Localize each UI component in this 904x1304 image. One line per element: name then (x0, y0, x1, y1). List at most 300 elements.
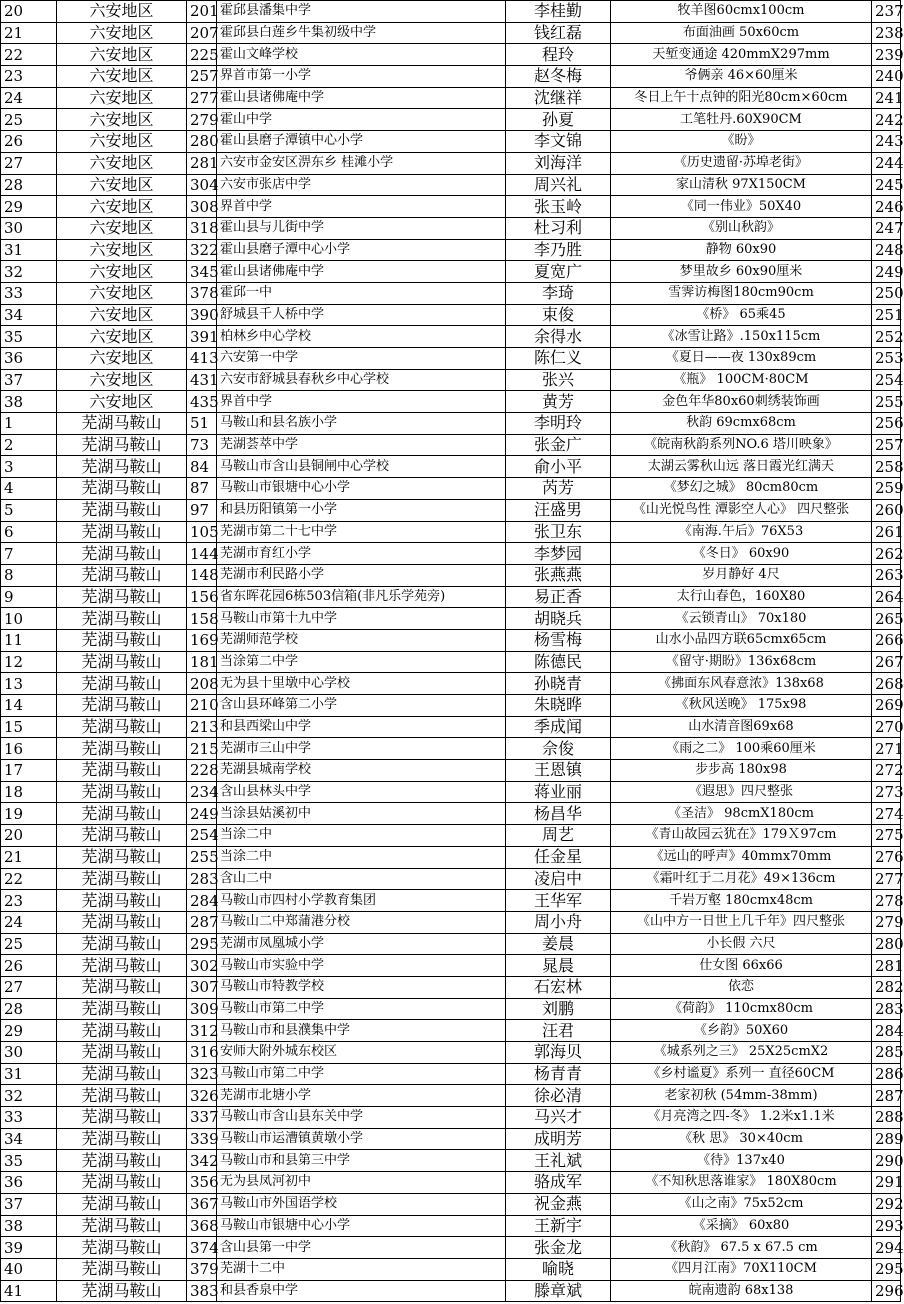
artwork-cell: 山水清音图69x68 (611, 716, 872, 738)
school-cell: 含山二中 (217, 868, 506, 890)
school-cell: 马鞍山市外国语学校 (217, 1193, 506, 1215)
entry-number-cell: 225 (187, 44, 217, 66)
school-cell: 马鞍山市银塘中心小学 (217, 1215, 506, 1237)
table-row (1, 781, 901, 803)
artwork-cell: 《乡韵》50X60 (611, 1020, 872, 1042)
region-cell: 六安地区 (57, 348, 187, 370)
entry-number-cell: 280 (187, 131, 217, 153)
school-cell: 芜湖十二中 (217, 1258, 506, 1280)
author-name-cell: 徐必清 (506, 1085, 611, 1107)
entry-number-cell: 201 (187, 1, 217, 23)
artwork-cell: 金色年华80x60刺绣装饰画 (611, 391, 872, 413)
table-row (1, 651, 901, 673)
author-name-cell: 程玲 (506, 44, 611, 66)
region-cell: 芜湖马鞍山 (57, 629, 187, 651)
school-cell: 当涂二中 (217, 825, 506, 847)
table-row (1, 933, 901, 955)
id-cell: 290 (872, 1150, 901, 1172)
seq-cell: 5 (1, 499, 57, 521)
author-name-cell: 汪君 (506, 1020, 611, 1042)
id-cell: 237 (872, 1, 901, 23)
school-cell: 含山县第一中学 (217, 1237, 506, 1259)
school-cell: 舒城县千人桥中学 (217, 304, 506, 326)
table-row (1, 217, 901, 239)
seq-cell: 17 (1, 760, 57, 782)
region-cell: 芜湖马鞍山 (57, 933, 187, 955)
artwork-cell: 《梦幻之城》 80cm80cm (611, 478, 872, 500)
table-row (1, 803, 901, 825)
school-cell: 霍山县诸佛庵中学 (217, 87, 506, 109)
table-row (1, 521, 901, 543)
entry-number-cell: 207 (187, 22, 217, 44)
seq-cell: 37 (1, 1193, 57, 1215)
id-cell: 285 (872, 1042, 901, 1064)
entry-number-cell: 228 (187, 760, 217, 782)
school-cell: 马鞍山和县名族小学 (217, 413, 506, 435)
school-cell: 当涂第二中学 (217, 651, 506, 673)
entry-number-cell: 383 (187, 1280, 217, 1302)
school-cell: 芜湖市利民路小学 (217, 564, 506, 586)
id-cell: 288 (872, 1107, 901, 1129)
seq-cell: 3 (1, 456, 57, 478)
table-row (1, 1128, 901, 1150)
artwork-cell: 静物 60x90 (611, 239, 872, 261)
artwork-cell: 山水小品四方联65cmx65cm (611, 629, 872, 651)
school-cell: 霍邱县白莲乡牛集初级中学 (217, 22, 506, 44)
artwork-cell: 《山中方一日世上几千年》四尺整张 (611, 911, 872, 933)
artwork-cell: 《乡村谧夏》系列一 直径60CM (611, 1063, 872, 1085)
table-row (1, 1, 901, 23)
artwork-cell: 《秋 思》 30×40cm (611, 1128, 872, 1150)
seq-cell: 36 (1, 1172, 57, 1194)
artwork-cell: 《待》137x40 (611, 1150, 872, 1172)
region-cell: 芜湖马鞍山 (57, 651, 187, 673)
seq-cell: 21 (1, 846, 57, 868)
region-cell: 六安地区 (57, 196, 187, 218)
artwork-cell: 太湖云雾秋山远 落日霞光红满天 (611, 456, 872, 478)
id-cell: 240 (872, 66, 901, 88)
seq-cell: 29 (1, 1020, 57, 1042)
id-cell: 246 (872, 196, 901, 218)
id-cell: 268 (872, 673, 901, 695)
table-row (1, 434, 901, 456)
region-cell: 六安地区 (57, 109, 187, 131)
seq-cell: 38 (1, 391, 57, 413)
table-row (1, 348, 901, 370)
region-cell: 芜湖马鞍山 (57, 1280, 187, 1302)
author-name-cell: 李梦园 (506, 543, 611, 565)
school-cell: 霍山文峰学校 (217, 44, 506, 66)
region-cell: 芜湖马鞍山 (57, 478, 187, 500)
author-name-cell: 张兴 (506, 369, 611, 391)
school-cell: 芜湖荟萃中学 (217, 434, 506, 456)
school-cell: 芜湖市第二十七中学 (217, 521, 506, 543)
table-row (1, 1150, 901, 1172)
school-cell: 芜湖市北塘小学 (217, 1085, 506, 1107)
seq-cell: 14 (1, 695, 57, 717)
table-row (1, 1215, 901, 1237)
seq-cell: 6 (1, 521, 57, 543)
artwork-cell: 爷俩亲 46×60厘米 (611, 66, 872, 88)
artwork-cell: 《雨之二》 100乘60厘米 (611, 738, 872, 760)
region-cell: 芜湖马鞍山 (57, 890, 187, 912)
seq-cell: 23 (1, 66, 57, 88)
table-row (1, 825, 901, 847)
seq-cell: 10 (1, 608, 57, 630)
table-row (1, 326, 901, 348)
school-cell: 界首中学 (217, 391, 506, 413)
entry-number-cell: 234 (187, 781, 217, 803)
id-cell: 272 (872, 760, 901, 782)
entry-number-cell: 158 (187, 608, 217, 630)
table-row (1, 109, 901, 131)
table-row (1, 1085, 901, 1107)
artwork-cell: 《瓶》 100CM·80CM (611, 369, 872, 391)
table-row (1, 1063, 901, 1085)
table-row (1, 955, 901, 977)
author-name-cell: 汪盛男 (506, 499, 611, 521)
artwork-cell: 《青山故园云犹在》179Ｘ97cm (611, 825, 872, 847)
id-cell: 256 (872, 413, 901, 435)
author-name-cell: 易正香 (506, 586, 611, 608)
table-row (1, 868, 901, 890)
table-row (1, 911, 901, 933)
region-cell: 芜湖马鞍山 (57, 521, 187, 543)
entry-number-cell: 339 (187, 1128, 217, 1150)
table-row (1, 716, 901, 738)
seq-cell: 26 (1, 955, 57, 977)
author-name-cell: 杜习利 (506, 217, 611, 239)
region-cell: 芜湖马鞍山 (57, 1042, 187, 1064)
school-cell: 马鞍山市和县濮集中学 (217, 1020, 506, 1042)
entry-number-cell: 322 (187, 239, 217, 261)
author-name-cell: 周兴礼 (506, 174, 611, 196)
table-row (1, 976, 901, 998)
artwork-cell: 《月亮湾之四-冬》 1.2米x1.1米 (611, 1107, 872, 1129)
table-row (1, 1042, 901, 1064)
seq-cell: 9 (1, 586, 57, 608)
school-cell: 柏林乡中心学校 (217, 326, 506, 348)
artwork-cell: 《云锁青山》 70x180 (611, 608, 872, 630)
table-row (1, 131, 901, 153)
school-cell: 霍山县诸佛庵中学 (217, 261, 506, 283)
region-cell: 芜湖马鞍山 (57, 1085, 187, 1107)
seq-cell: 32 (1, 261, 57, 283)
table-row (1, 543, 901, 565)
entry-number-cell: 368 (187, 1215, 217, 1237)
table-row (1, 22, 901, 44)
artwork-cell: 工笔牡丹.60X90CM (611, 109, 872, 131)
artwork-cell: 《采摘》 60x80 (611, 1215, 872, 1237)
artwork-cell: 步步高 180x98 (611, 760, 872, 782)
region-cell: 六安地区 (57, 282, 187, 304)
artwork-cell: 《南海.午后》76X53 (611, 521, 872, 543)
id-cell: 270 (872, 716, 901, 738)
id-cell: 289 (872, 1128, 901, 1150)
artwork-cell: 雪霁访梅图180cm90cm (611, 282, 872, 304)
region-cell: 芜湖马鞍山 (57, 543, 187, 565)
entry-number-cell: 208 (187, 673, 217, 695)
school-cell: 六安市张店中学 (217, 174, 506, 196)
author-name-cell: 俞小平 (506, 456, 611, 478)
author-name-cell: 孙夏 (506, 109, 611, 131)
author-name-cell: 王礼斌 (506, 1150, 611, 1172)
region-cell: 芜湖马鞍山 (57, 1150, 187, 1172)
region-cell: 六安地区 (57, 261, 187, 283)
artwork-cell: 天堑变通途 420mmX297mm (611, 44, 872, 66)
school-cell: 霍邱县潘集中学 (217, 1, 506, 23)
seq-cell: 20 (1, 1, 57, 23)
author-name-cell: 李桂勤 (506, 1, 611, 23)
id-cell: 292 (872, 1193, 901, 1215)
school-cell: 界首市第一小学 (217, 66, 506, 88)
id-cell: 262 (872, 543, 901, 565)
entry-number-cell: 378 (187, 282, 217, 304)
entry-number-cell: 337 (187, 1107, 217, 1129)
seq-cell: 28 (1, 174, 57, 196)
seq-cell: 16 (1, 738, 57, 760)
region-cell: 芜湖马鞍山 (57, 1107, 187, 1129)
seq-cell: 38 (1, 1215, 57, 1237)
author-name-cell: 杨青青 (506, 1063, 611, 1085)
id-cell: 244 (872, 152, 901, 174)
id-cell: 250 (872, 282, 901, 304)
id-cell: 261 (872, 521, 901, 543)
artwork-cell: 《别山秋韵》 (611, 217, 872, 239)
id-cell: 271 (872, 738, 901, 760)
region-cell: 芜湖马鞍山 (57, 564, 187, 586)
region-cell: 芜湖马鞍山 (57, 911, 187, 933)
author-name-cell: 刘海洋 (506, 152, 611, 174)
artwork-cell: 皖南遗韵 68x138 (611, 1280, 872, 1302)
entry-number-cell: 374 (187, 1237, 217, 1259)
author-name-cell: 王新宇 (506, 1215, 611, 1237)
entry-number-cell: 73 (187, 434, 217, 456)
id-cell: 282 (872, 976, 901, 998)
artwork-cell: 《不知秋思落谁家》 180X80cm (611, 1172, 872, 1194)
table-row (1, 673, 901, 695)
author-name-cell: 沈继祥 (506, 87, 611, 109)
region-cell: 六安地区 (57, 326, 187, 348)
school-cell: 霍山中学 (217, 109, 506, 131)
school-cell: 六安市金安区淠东乡 桂滩小学 (217, 152, 506, 174)
school-cell: 霍山县与儿街中学 (217, 217, 506, 239)
artwork-cell: 《同一伟业》50X40 (611, 196, 872, 218)
school-cell: 含山县林头中学 (217, 781, 506, 803)
artwork-cell: 《拂面东风春意浓》138x68 (611, 673, 872, 695)
artwork-cell: 《冬日》 60x90 (611, 543, 872, 565)
entry-number-cell: 379 (187, 1258, 217, 1280)
seq-cell: 41 (1, 1280, 57, 1302)
entry-number-cell: 148 (187, 564, 217, 586)
seq-cell: 20 (1, 825, 57, 847)
author-name-cell: 周小舟 (506, 911, 611, 933)
region-cell: 六安地区 (57, 217, 187, 239)
seq-cell: 37 (1, 369, 57, 391)
seq-cell: 32 (1, 1085, 57, 1107)
author-name-cell: 骆成军 (506, 1172, 611, 1194)
id-cell: 269 (872, 695, 901, 717)
id-cell: 281 (872, 955, 901, 977)
school-cell: 马鞍山市含山县东关中学 (217, 1107, 506, 1129)
id-cell: 245 (872, 174, 901, 196)
school-cell: 马鞍山市银塘中心小学 (217, 478, 506, 500)
table-row (1, 369, 901, 391)
entry-number-cell: 277 (187, 87, 217, 109)
seq-cell: 15 (1, 716, 57, 738)
id-cell: 278 (872, 890, 901, 912)
author-name-cell: 赵冬梅 (506, 66, 611, 88)
school-cell: 无为县凤河初中 (217, 1172, 506, 1194)
table-body (1, 1, 904, 1302)
table-row (1, 152, 901, 174)
region-cell: 六安地区 (57, 369, 187, 391)
table-row (1, 846, 901, 868)
id-cell: 257 (872, 434, 901, 456)
entry-number-cell: 391 (187, 326, 217, 348)
artwork-cell: 布面油画 50x60cm (611, 22, 872, 44)
school-cell: 省东晖花园6栋503信箱(非凡乐学苑旁) (217, 586, 506, 608)
seq-cell: 34 (1, 304, 57, 326)
artwork-cell: 《城系列之三》 25X25cmX2 (611, 1042, 872, 1064)
artwork-cell: 《历史遗留·苏埠老街》 (611, 152, 872, 174)
id-cell: 242 (872, 109, 901, 131)
region-cell: 芜湖马鞍山 (57, 413, 187, 435)
school-cell: 当涂二中 (217, 846, 506, 868)
seq-cell: 22 (1, 44, 57, 66)
id-cell: 287 (872, 1085, 901, 1107)
table-row (1, 1172, 901, 1194)
region-cell: 芜湖马鞍山 (57, 846, 187, 868)
author-name-cell: 孙晓青 (506, 673, 611, 695)
seq-cell: 40 (1, 1258, 57, 1280)
entry-number-cell: 279 (187, 109, 217, 131)
artwork-cell: 《盼》 (611, 131, 872, 153)
table-row (1, 196, 901, 218)
region-cell: 芜湖马鞍山 (57, 1193, 187, 1215)
school-cell: 芜湖市凤凰城小学 (217, 933, 506, 955)
seq-cell: 1 (1, 413, 57, 435)
id-cell: 241 (872, 87, 901, 109)
region-cell: 芜湖马鞍山 (57, 695, 187, 717)
author-name-cell: 陈德民 (506, 651, 611, 673)
artwork-cell: 梦里故乡 60x90厘米 (611, 261, 872, 283)
entry-number-cell: 345 (187, 261, 217, 283)
table-row (1, 499, 901, 521)
seq-cell: 13 (1, 673, 57, 695)
author-name-cell: 胡晓兵 (506, 608, 611, 630)
entry-number-cell: 87 (187, 478, 217, 500)
author-name-cell: 喻晓 (506, 1258, 611, 1280)
region-cell: 芜湖马鞍山 (57, 716, 187, 738)
seq-cell: 25 (1, 109, 57, 131)
entry-number-cell: 156 (187, 586, 217, 608)
table-row (1, 478, 901, 500)
school-cell: 霍山县磨子潭镇中心小学 (217, 131, 506, 153)
id-cell: 273 (872, 781, 901, 803)
id-cell: 248 (872, 239, 901, 261)
school-cell: 含山县环峰第二小学 (217, 695, 506, 717)
id-cell: 295 (872, 1258, 901, 1280)
seq-cell: 36 (1, 348, 57, 370)
table-row (1, 1193, 901, 1215)
seq-cell: 33 (1, 1107, 57, 1129)
seq-cell: 31 (1, 1063, 57, 1085)
school-cell: 马鞍山市含山县铜闸中心学校 (217, 456, 506, 478)
id-cell: 254 (872, 369, 901, 391)
table-row (1, 586, 901, 608)
table-row (1, 890, 901, 912)
region-cell: 芜湖马鞍山 (57, 608, 187, 630)
entry-number-cell: 302 (187, 955, 217, 977)
artwork-cell: 《山光悦鸟性 潭影空人心》 四尺整张 (611, 499, 872, 521)
artwork-cell: 《远山的呼声》40mmx70mm (611, 846, 872, 868)
table-row (1, 1020, 901, 1042)
author-name-cell: 张金龙 (506, 1237, 611, 1259)
entry-number-cell: 105 (187, 521, 217, 543)
author-name-cell: 晁晨 (506, 955, 611, 977)
artwork-cell: 岁月静好 4尺 (611, 564, 872, 586)
id-cell: 258 (872, 456, 901, 478)
school-cell: 和县历阳镇第一小学 (217, 499, 506, 521)
id-cell: 259 (872, 478, 901, 500)
table-row (1, 304, 901, 326)
school-cell: 当涂县姑溪初中 (217, 803, 506, 825)
artwork-cell: 《皖南秋韵系列NO.6 塔川映象》 (611, 434, 872, 456)
id-cell: 276 (872, 846, 901, 868)
seq-cell: 39 (1, 1237, 57, 1259)
entry-number-cell: 281 (187, 152, 217, 174)
id-cell: 266 (872, 629, 901, 651)
id-cell: 291 (872, 1172, 901, 1194)
region-cell: 芜湖马鞍山 (57, 803, 187, 825)
entry-number-cell: 367 (187, 1193, 217, 1215)
artwork-cell: 冬日上午十点钟的阳光80cm×60cm (611, 87, 872, 109)
author-name-cell: 束俊 (506, 304, 611, 326)
school-cell: 马鞍山市第二中学 (217, 1063, 506, 1085)
author-name-cell: 马兴才 (506, 1107, 611, 1129)
school-cell: 马鞍山二中郑蒲港分校 (217, 911, 506, 933)
author-name-cell: 凌启中 (506, 868, 611, 890)
author-name-cell: 张燕燕 (506, 564, 611, 586)
table-row (1, 44, 901, 66)
author-name-cell: 王恩镇 (506, 760, 611, 782)
author-name-cell: 成明芳 (506, 1128, 611, 1150)
artwork-cell: 《山之南》75x52cm (611, 1193, 872, 1215)
school-cell: 安师大附外城东校区 (217, 1042, 506, 1064)
entry-number-cell: 435 (187, 391, 217, 413)
region-cell: 六安地区 (57, 87, 187, 109)
id-cell: 293 (872, 1215, 901, 1237)
school-cell: 霍山县磨子潭中心小学 (217, 239, 506, 261)
region-cell: 芜湖马鞍山 (57, 825, 187, 847)
region-cell: 芜湖马鞍山 (57, 998, 187, 1020)
entry-number-cell: 181 (187, 651, 217, 673)
table-row (1, 738, 901, 760)
artwork-cell: 牧羊图60cmx100cm (611, 1, 872, 23)
seq-cell: 26 (1, 131, 57, 153)
school-cell: 马鞍山市第二中学 (217, 998, 506, 1020)
school-cell: 六安市舒城县春秋乡中心学校 (217, 369, 506, 391)
id-cell: 296 (872, 1280, 901, 1302)
seq-cell: 24 (1, 911, 57, 933)
entry-number-cell: 284 (187, 890, 217, 912)
seq-cell: 7 (1, 543, 57, 565)
region-cell: 六安地区 (57, 239, 187, 261)
table-row (1, 87, 901, 109)
region-cell: 芜湖马鞍山 (57, 1172, 187, 1194)
id-cell: 274 (872, 803, 901, 825)
